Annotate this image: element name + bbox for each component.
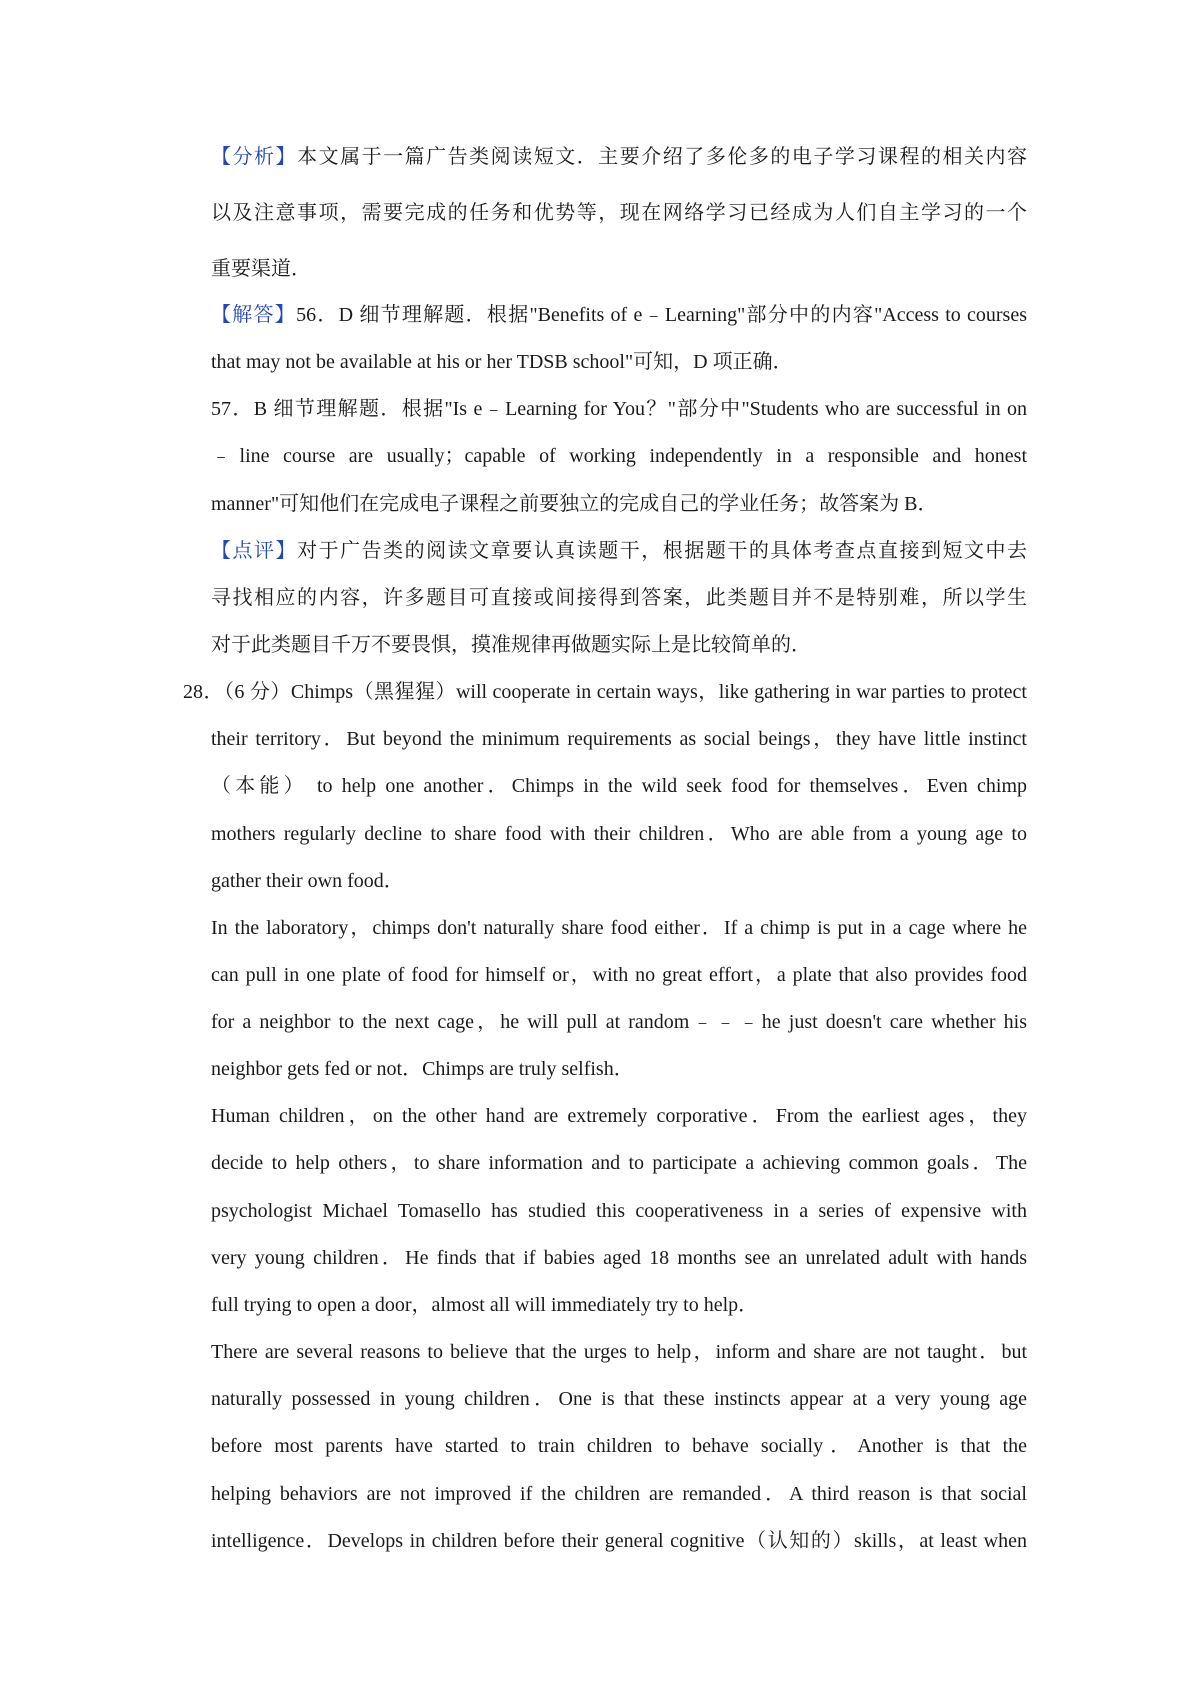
q28-line-19: intelligence．Develops in children before their general cognitive（认知的）skills，at least when (211, 1530, 1027, 1552)
q28-line-3: （本能） to help one another．Chimps in the wild seek food for themselves．Even chimp (211, 775, 1027, 797)
answer-line-1 (211, 300, 1027, 330)
answer-line-3: 57．B 细节理解题．根据"Is e﹣Learning for You？"部分中"Students who are successful in on (211, 398, 1027, 420)
q28-line-7: can pull in one plate of food for himself or，with no great effort，a plate that also provides food (211, 964, 1027, 986)
q28-line-17: before most parents have started to train children to behave socially．Another is that the (211, 1435, 1027, 1457)
answer-line-5: manner"可知他们在完成电子课程之前要独立的完成自己的学业任务；故答案为 B． (211, 493, 938, 515)
q28-line-9: neighbor gets fed or not．Chimps are truly selfish． (211, 1058, 634, 1080)
analysis-line-3: 重要渠道． (211, 258, 311, 280)
answer-text: 56．D 细节理解题．根据"Benefits of e﹣Learning"部分中的内容"Access to courses (296, 304, 1027, 326)
q28-line-2: their territory．But beyond the minimum requirements as social beings，they have little instinct (211, 728, 1027, 750)
analysis-tag: 【分析】 (211, 146, 298, 168)
q28-line-15: There are several reasons to believe that the urges to help，inform and share are not taught．but (211, 1341, 1027, 1363)
q28-line-13: very young children．He finds that if babies aged 18 months see an unrelated adult with hands (211, 1247, 1027, 1269)
q28-line-5: gather their own food． (211, 870, 404, 892)
q28-line-6: In the laboratory，chimps don't naturally share food either．If a chimp is put in a cage where he (211, 917, 1027, 939)
analysis-line-1 (211, 142, 1027, 172)
analysis-text: 本文属于一篇广告类阅读短文．主要介绍了多伦多的电子学习课程的相关内容 (297, 146, 1027, 168)
comment-line-3: 对于此类题目千万不要畏惧，摸准规律再做题实际上是比较简单的． (211, 634, 811, 656)
answer-tag: 【解答】 (211, 304, 297, 326)
answer-line-2: that may not be available at his or her TDSB school"可知，D 项正确． (211, 351, 793, 373)
comment-line-2: 寻找相应的内容，许多题目可直接或间接得到答案，此类题目并不是特别难，所以学生 (211, 587, 1027, 609)
q28-line-16: naturally possessed in young children．One is that these instincts appear at a very young age (211, 1388, 1027, 1410)
q28-line-11: decide to help others，to share information and to participate a achieving common goals．The (211, 1152, 1027, 1174)
q28-line-18: helping behaviors are not improved if the children are remanded．A third reason is that social (211, 1483, 1027, 1505)
comment-text: 对于广告类的阅读文章要认真读题干，根据题干的具体考查点直接到短文中去 (297, 540, 1027, 562)
q28-line-4: mothers regularly decline to share food with their children．Who are able from a young age to (211, 823, 1027, 845)
q28-line-1: 28．（6 分）Chimps（黑猩猩）will cooperate in certain ways，like gathering in war parties to protect (183, 681, 1027, 703)
answer-line-4: ﹣line course are usually；capable of working independently in a responsible and honest (211, 445, 1027, 467)
q28-line-14: full trying to open a door，almost all will immediately try to help． (211, 1294, 759, 1316)
comment-tag: 【点评】 (211, 540, 298, 562)
comment-line-1 (211, 536, 1027, 566)
q28-line-8: for a neighbor to the next cage，he will pull at random﹣﹣﹣he just doesn't care whether his (211, 1011, 1027, 1033)
q28-line-10: Human children，on the other hand are extremely corporative．From the earliest ages，they (211, 1105, 1027, 1127)
analysis-line-2: 以及注意事项，需要完成的任务和优势等，现在网络学习已经成为人们自主学习的一个 (211, 202, 1027, 224)
q28-line-12: psychologist Michael Tomasello has studied this cooperativeness in a series of expensive with (211, 1200, 1027, 1222)
